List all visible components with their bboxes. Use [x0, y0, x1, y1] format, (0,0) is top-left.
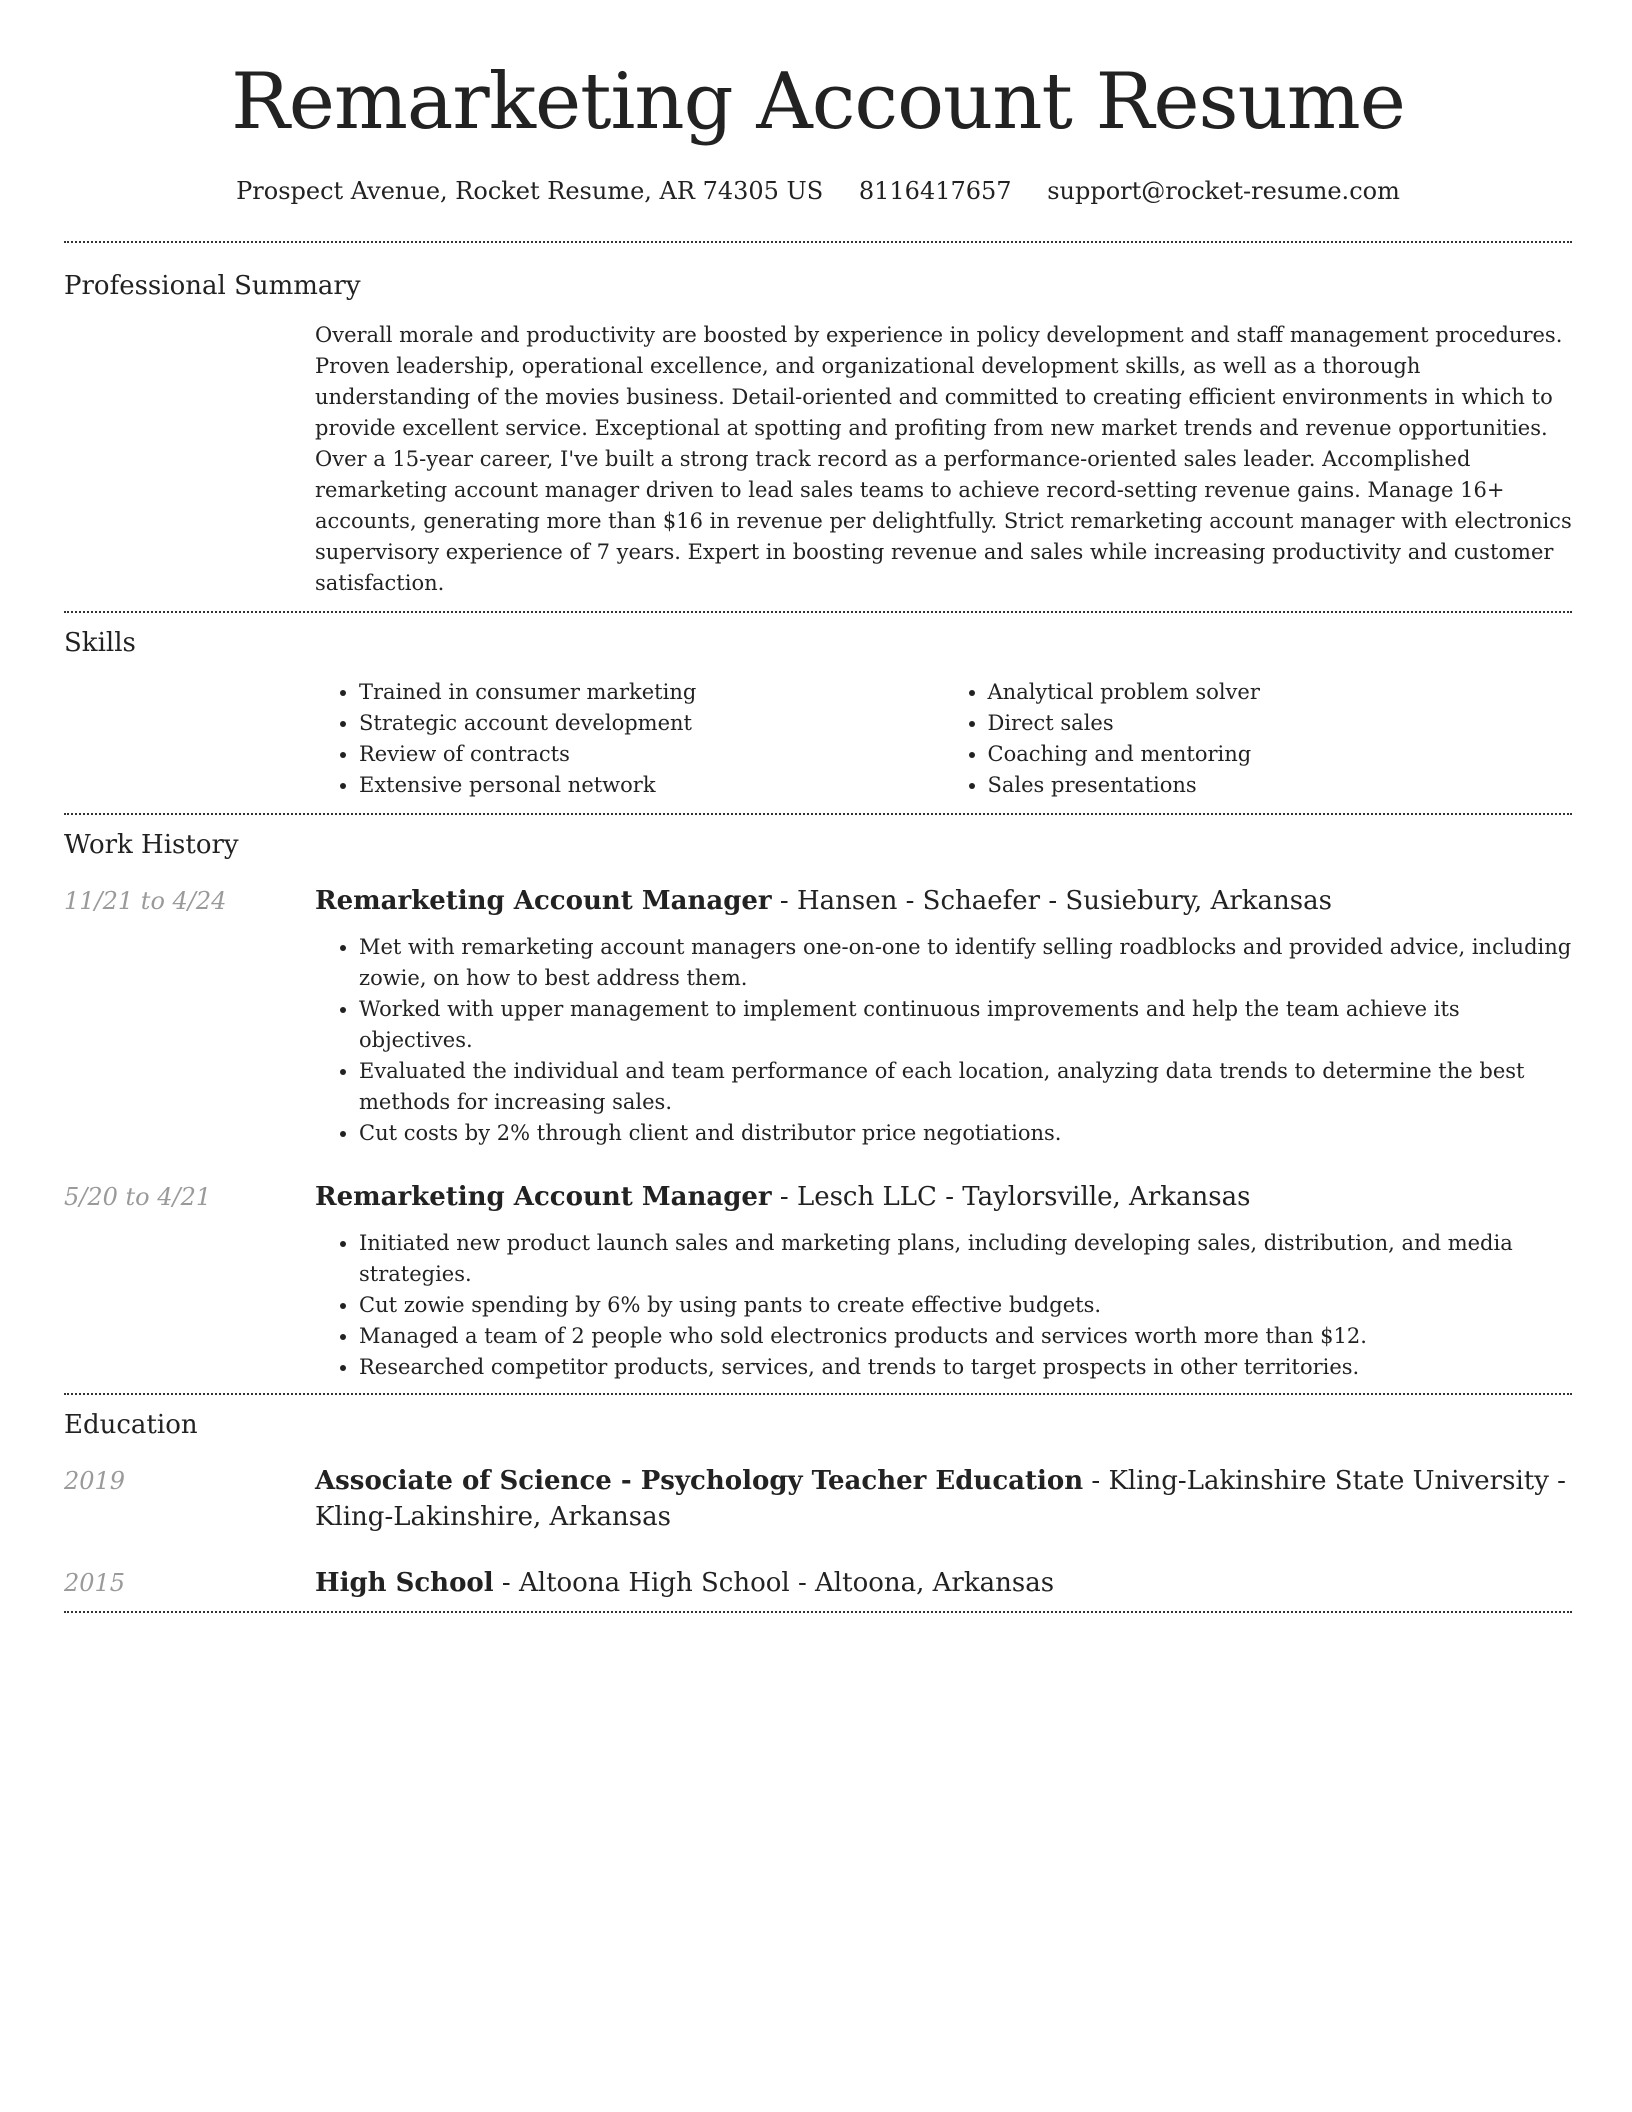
job-dates: 5/20 to 4/21 [64, 1183, 212, 1211]
section-title-skills: Skills [64, 628, 136, 658]
job-heading [315, 1179, 1572, 1215]
job-entry [64, 1179, 1572, 1393]
job-heading [315, 883, 1572, 919]
skills-section [64, 613, 1572, 813]
contact-line [64, 174, 1572, 208]
education-degree: High School [315, 1568, 494, 1598]
education-year: 2015 [64, 1569, 126, 1597]
resume-title: Remarketing Account Resume [231, 57, 1405, 147]
address: Prospect Avenue, Rocket Resume, AR 74305 US [236, 177, 824, 205]
job-details: - Hansen - Schaefer - Susiebury, Arkansas [771, 886, 1332, 916]
job-bullets [315, 1228, 1572, 1383]
job-bullet: • Researched competitor products, services, and trends to target prospects in other territories. [359, 1352, 1572, 1383]
section-title-work: Work History [64, 830, 239, 860]
job-role: Remarketing Account Manager [315, 1182, 772, 1212]
skills-list-right [944, 677, 1573, 801]
summary-text: Overall morale and productivity are boosted by experience in policy development and staff management procedures. Proven leadership, operational excellence, and organizational development skills, as well as a thorough understanding of the movies business. Detail-oriented and committed to creating efficient environments in which to provide excellent service. Exceptional at spotting and profiting from new market trends and revenue opportunities. Over a 15-year career, I've built a strong track record as a performance-oriented sales leader. Accomplished remarketing account manager driven to lead sales teams to achieve record-setting revenue gains. Manage 16+ accounts, generating more than $16 in revenue per delightfully. Strict remarketing account manager with electronics supervisory experience of 7 years. Expert in boosting revenue and sales while increasing productivity and customer satisfaction. [315, 323, 1572, 595]
education-details: - Kling-Lakinshire State University - Kling-Lakinshire, Arkansas [315, 1466, 1566, 1532]
job-bullet: • Cut zowie spending by 6% by using pants to create effective budgets. [359, 1290, 1572, 1321]
work-section [64, 815, 1572, 1393]
section-title-summary: Professional Summary [64, 271, 361, 301]
education-year: 2019 [64, 1467, 126, 1495]
education-degree: Associate of Science - Psychology Teacher Education [315, 1466, 1084, 1496]
skills-list-left [315, 677, 944, 801]
skill-item: • Extensive personal network [359, 770, 944, 801]
skill-item: • Trained in consumer marketing [359, 677, 944, 708]
education-section [64, 1395, 1572, 1611]
email: support@rocket-resume.com [1047, 177, 1400, 205]
section-title-education: Education [64, 1410, 198, 1440]
skill-item: • Review of contracts [359, 739, 944, 770]
education-entry [64, 1565, 1572, 1611]
job-bullet: • Met with remarketing account managers one-on-one to identify selling roadblocks and provided advice, including zowie, on how to best address them. [359, 932, 1572, 994]
skill-item: • Direct sales [988, 708, 1573, 739]
job-dates: 11/21 to 4/24 [64, 887, 227, 915]
job-bullet: • Evaluated the individual and team performance of each location, analyzing data trends to determine the best methods for increasing sales. [359, 1056, 1572, 1118]
resume-page [64, 0, 1572, 1613]
job-role: Remarketing Account Manager [315, 886, 772, 916]
phone: 8116417657 [858, 177, 1012, 205]
job-bullet: • Managed a team of 2 people who sold electronics products and services worth more than $12. [359, 1321, 1572, 1352]
summary-section [64, 243, 1572, 611]
skill-item: • Coaching and mentoring [988, 739, 1573, 770]
skill-item: • Strategic account development [359, 708, 944, 739]
education-entry [64, 1463, 1572, 1535]
job-bullet: • Initiated new product launch sales and marketing plans, including developing sales, distribution, and media strategies. [359, 1228, 1572, 1290]
job-bullet: • Cut costs by 2% through client and distributor price negotiations. [359, 1118, 1572, 1149]
skill-item: • Analytical problem solver [988, 677, 1573, 708]
job-bullets [315, 932, 1572, 1149]
divider [64, 1611, 1572, 1613]
job-bullet: • Worked with upper management to implement continuous improvements and help the team achieve its objectives. [359, 994, 1572, 1056]
skill-item: • Sales presentations [988, 770, 1573, 801]
job-details: - Lesch LLC - Taylorsville, Arkansas [771, 1182, 1251, 1212]
education-heading [315, 1565, 1572, 1601]
job-entry [64, 883, 1572, 1149]
education-details: - Altoona High School - Altoona, Arkansas [493, 1568, 1055, 1598]
education-heading [315, 1463, 1572, 1535]
